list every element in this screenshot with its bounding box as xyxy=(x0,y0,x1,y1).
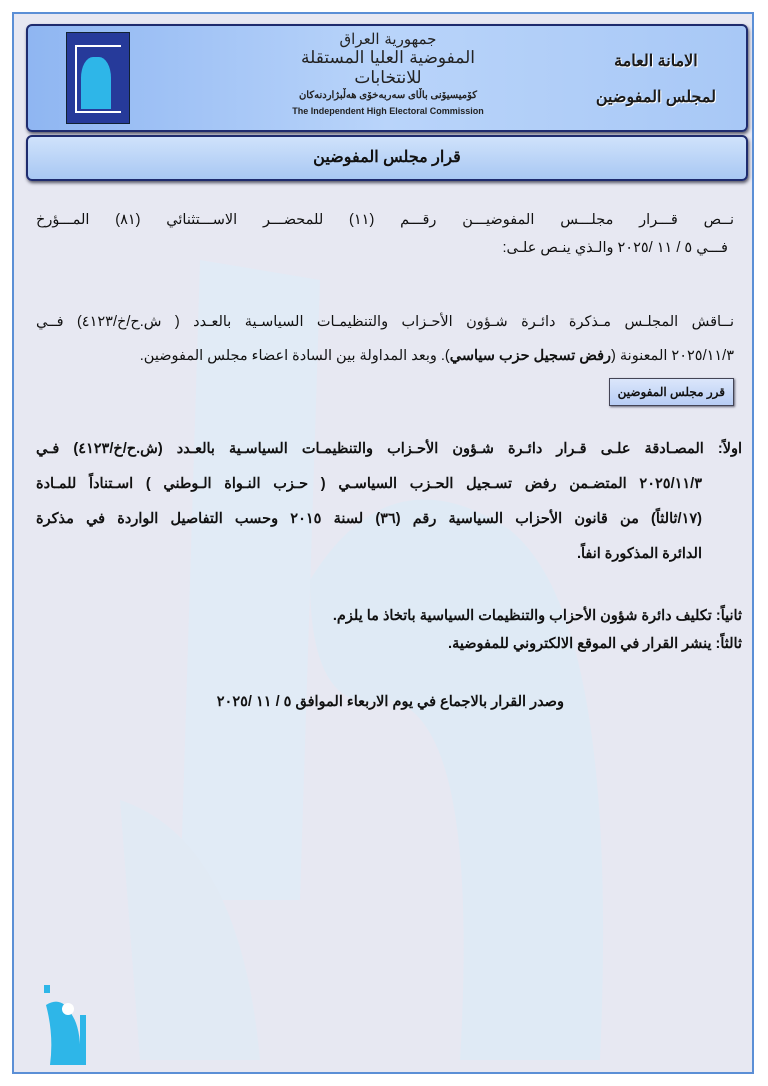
letterhead xyxy=(26,24,748,132)
discussion-post: ). وبعد المداولة بين السادة اعضاء مجلس المفوضين. xyxy=(139,348,450,364)
discussion-pre: ٢٠٢٥/١١/٣ المعنونة ( xyxy=(611,348,734,364)
discussion-line1: نــاقش المجلـس مـذكرة دائـرة شـؤون الأحـزاب والتنظيمـات السياسـية بالعـدد ( ش.ح/خ/٤١٢٣) فــي xyxy=(36,314,734,330)
item-first-line1: اولاً: المصـادقة علـى قـرار دائـرة شـؤون الأحـزاب والتنظيمـات السياسـية بالعـدد (ش.ح/خ/٤١٢٣) فـي xyxy=(36,441,743,457)
org-kurdish: کۆمیسیۆنی باڵای سەربەخۆی هەڵبژاردنەکان xyxy=(298,90,478,101)
right-line1: الامانة العامة xyxy=(614,53,698,70)
item-first xyxy=(36,432,742,572)
document-body xyxy=(36,206,743,716)
item-third: ثالثاً: ينشر القرار في الموقع الالكتروني للمفوضية. xyxy=(448,636,742,652)
discussion-line2 xyxy=(36,342,734,370)
item-first-line4: الدائرة المذكورة انفاً. xyxy=(576,546,702,562)
org-arabic-line2: المفوضية العليا المستقلة للانتخابات xyxy=(300,48,475,88)
closing-statement: وصدر القرار بالاجماع في يوم الاربعاء الموافق ٥ / ١١ /٢٠٢٥ xyxy=(216,694,564,710)
ihec-logo xyxy=(66,32,130,124)
org-arabic-line1: جمهورية العراق xyxy=(339,30,437,48)
intro-line2: فـــي ٥ / ١١ /٢٠٢٥ والـذي ينـص علـى: xyxy=(502,240,728,256)
item-first-line2: ٢٠٢٥/١١/٣ المتضـمن رفض تسـجيل الحـزب السياسـي ( حـزب النـواة الـوطني ) اسـتناداً للمـادة xyxy=(36,476,702,492)
org-name-block xyxy=(268,30,508,118)
item-first-line3: (١٧/ثالثاً) من قانون الأحزاب السياسية رقم (٣٦) لسنة ٢٠١٥ وحسب التفاصيل الواردة في مذكرة xyxy=(36,511,702,527)
intro-line1: نــص قـــرار مجلـــس المفوضيـــن رقـــم (١١) للمحضـــر الاســـتثنائي (٨١) المـــؤرخ xyxy=(36,212,734,228)
item-second: ثانياً: تكليف دائرة شؤون الأحزاب والتنظيمات السياسية باتخاذ ما يلزم. xyxy=(332,608,742,624)
footer-logo xyxy=(42,975,90,1065)
document-title: قرار مجلس المفوضين xyxy=(26,135,748,181)
discussion-bold: رفض تسجيل حزب سياسي xyxy=(449,348,612,364)
org-english: The Independent High Electoral Commission xyxy=(292,106,484,116)
secretariat-label xyxy=(596,44,716,116)
decision-label-box: قرر مجلس المفوضين xyxy=(609,378,734,406)
right-line2: لمجلس المفوضين xyxy=(595,89,716,106)
